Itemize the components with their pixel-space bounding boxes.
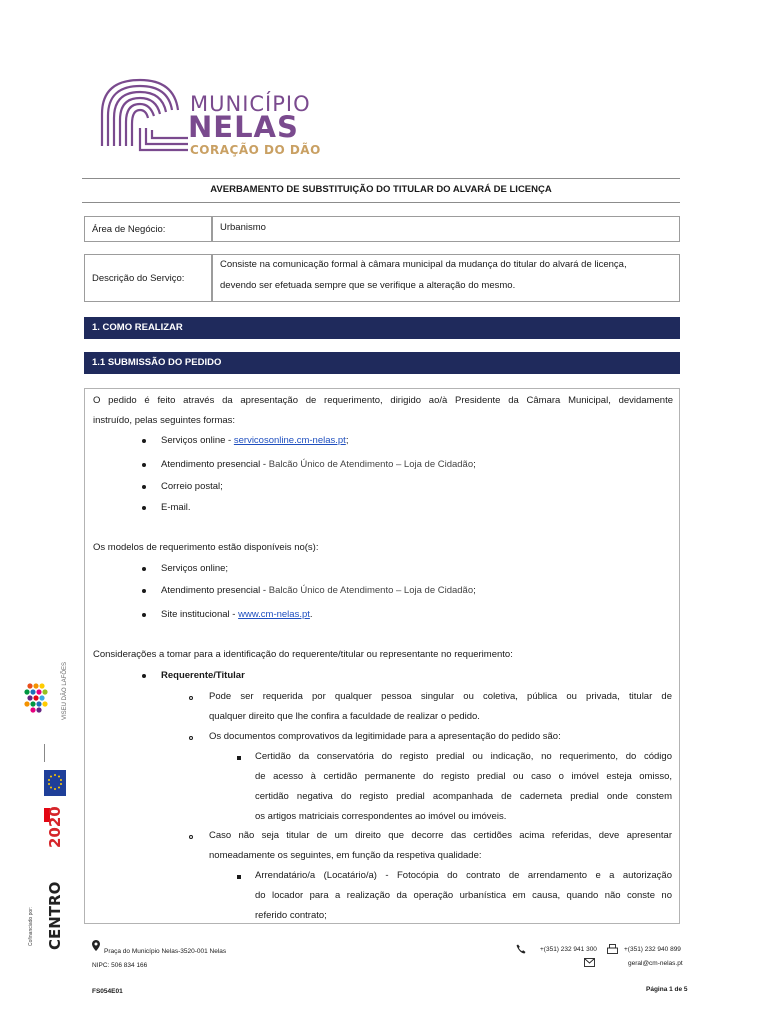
portugal-2020-logo: 2020 — [46, 806, 64, 848]
sub2: Os documentos comprovativos da legitimidade para a apresentação do pedido são: — [209, 731, 561, 742]
viseu-dao-lafoes-emblem — [22, 682, 48, 716]
sub1-line-2: qualquer direito que lhe confira a faculdade de realizar o pedido. — [209, 711, 480, 722]
bullet — [142, 506, 146, 510]
considerations-intro: Considerações a tomar para a identificação do requerente/titular ou representante no requerimento: — [93, 649, 513, 660]
content-box — [84, 388, 680, 924]
cofinanciado-text: Cofinanciado por: — [28, 906, 34, 946]
sq1-line-3: certidão negativa do registo predial acompanhada de caderneta predial onde constem — [255, 791, 672, 802]
square-bullet — [237, 875, 241, 879]
logo-text-municipio: MUNICÍPIO — [190, 92, 311, 116]
sq1-line-1: Certidão da conservatória do registo predial ou indicação, no requerimento, do código — [255, 751, 672, 762]
intro-line-1: O pedido é feito através da apresentação de requerimento, dirigido ao/à Presidente da Câmara Municipal, devidamente — [93, 395, 673, 406]
logo-text-nelas: NELAS — [188, 110, 299, 144]
document-title: AVERBAMENTO DE SUBSTITUIÇÃO DO TITULAR DO ALVARÁ DE LICENÇA — [210, 184, 552, 195]
bullet — [142, 674, 146, 678]
page-number: Página 1 de 5 — [646, 986, 688, 993]
sub-bullet — [189, 835, 193, 839]
desc-line-2: devendo ser efetuada sempre que se verifique a alteração do mesmo. — [220, 280, 516, 291]
sq1-line-4: os artigos matriciais correspondentes ao imóvel ou imóveis. — [255, 811, 507, 822]
site-institucional-link[interactable]: www.cm-nelas.pt — [238, 609, 310, 620]
form-online: Serviços online - servicosonline.cm-nelas.pt; — [161, 435, 349, 446]
footer-phone: +(351) 232 941 300 — [540, 946, 597, 953]
section-heading-submissao: 1.1 SUBMISSÃO DO PEDIDO — [84, 352, 680, 374]
desc-label: Descrição do Serviço: — [92, 273, 185, 284]
servicos-online-link[interactable]: servicosonline.cm-nelas.pt — [233, 435, 346, 446]
sq1-line-2: de acesso à certidão permanente do registo predial ou caso o imóvel esteja omisso, — [255, 771, 672, 782]
form-presencial: Atendimento presencial - Balcão Único de Atendimento – Loja de Cidadão; — [161, 459, 476, 470]
document-code: FS054E01 — [92, 988, 123, 995]
title-bottom-rule — [82, 202, 680, 203]
models-intro: Os modelos de requerimento estão disponíveis no(s): — [93, 542, 319, 553]
model-online: Serviços online; — [161, 563, 229, 574]
sub3-line-2: nomeadamente os seguintes, em função da respetiva qualidade: — [209, 850, 482, 861]
requerente-heading: Requerente/Titular — [161, 670, 245, 681]
viseu-dao-lafoes-text: VISEU DÃO LAFÕES — [62, 661, 68, 720]
desc-line-1: Consiste na comunicação formal à câmara municipal da mudança do titular do alvará de licença, — [220, 259, 627, 270]
form-postal: Correio postal; — [161, 481, 223, 492]
sub3-line-1: Caso não seja titular de um direito que decorre das certidões acima referidas, deve apresentar — [209, 830, 672, 841]
footer-fax: +(351) 232 940 899 — [624, 946, 681, 953]
email-icon — [584, 958, 595, 967]
model-presencial: Atendimento presencial - Balcão Único de Atendimento – Loja de Cidadão; — [161, 585, 476, 596]
location-pin-icon — [92, 940, 100, 951]
section-heading-como-realizar: 1. COMO REALIZAR — [84, 317, 680, 339]
footer-nipc: NIPC: 506 834 166 — [92, 962, 148, 969]
logo-text-slogan: CORAÇÃO DO DÃO — [190, 143, 321, 157]
sub-bullet — [189, 696, 193, 700]
sub1-line-1: Pode ser requerida por qualquer pessoa singular ou coletiva, pública ou privada, titular de — [209, 691, 672, 702]
area-label: Área de Negócio: — [92, 224, 166, 235]
fax-icon — [607, 944, 618, 954]
sq2-line-1: Arrendatário/a (Locatário/a) - Fotocópia do contrato de arrendamento e a autorização — [255, 870, 672, 881]
sub-bullet — [189, 736, 193, 740]
model-site: Site institucional - www.cm-nelas.pt. — [161, 609, 313, 620]
bullet — [142, 439, 146, 443]
phone-icon — [516, 944, 526, 954]
footer-address: Praça do Município Nelas-3520-001 Nelas — [104, 948, 227, 955]
title-top-rule — [82, 178, 680, 179]
bullet — [142, 463, 146, 467]
bullet — [142, 485, 146, 489]
bullet — [142, 589, 146, 593]
eu-flag-icon — [44, 770, 66, 796]
program-logo-block — [44, 744, 67, 762]
form-email: E-mail. — [161, 502, 191, 513]
bullet — [142, 567, 146, 571]
bullet — [142, 613, 146, 617]
square-bullet — [237, 756, 241, 760]
sq2-line-2: do locador para a realização da operação urbanística em causa, quando não conste no — [255, 890, 672, 901]
intro-line-2: instruído, pelas seguintes formas: — [93, 415, 236, 426]
centro-2020-logo: CENTRO — [46, 881, 64, 950]
area-value-cell — [212, 216, 680, 242]
area-value: Urbanismo — [220, 222, 266, 233]
sq2-line-3: referido contrato; — [255, 910, 327, 921]
footer-email: geral@cm-nelas.pt — [628, 960, 683, 967]
